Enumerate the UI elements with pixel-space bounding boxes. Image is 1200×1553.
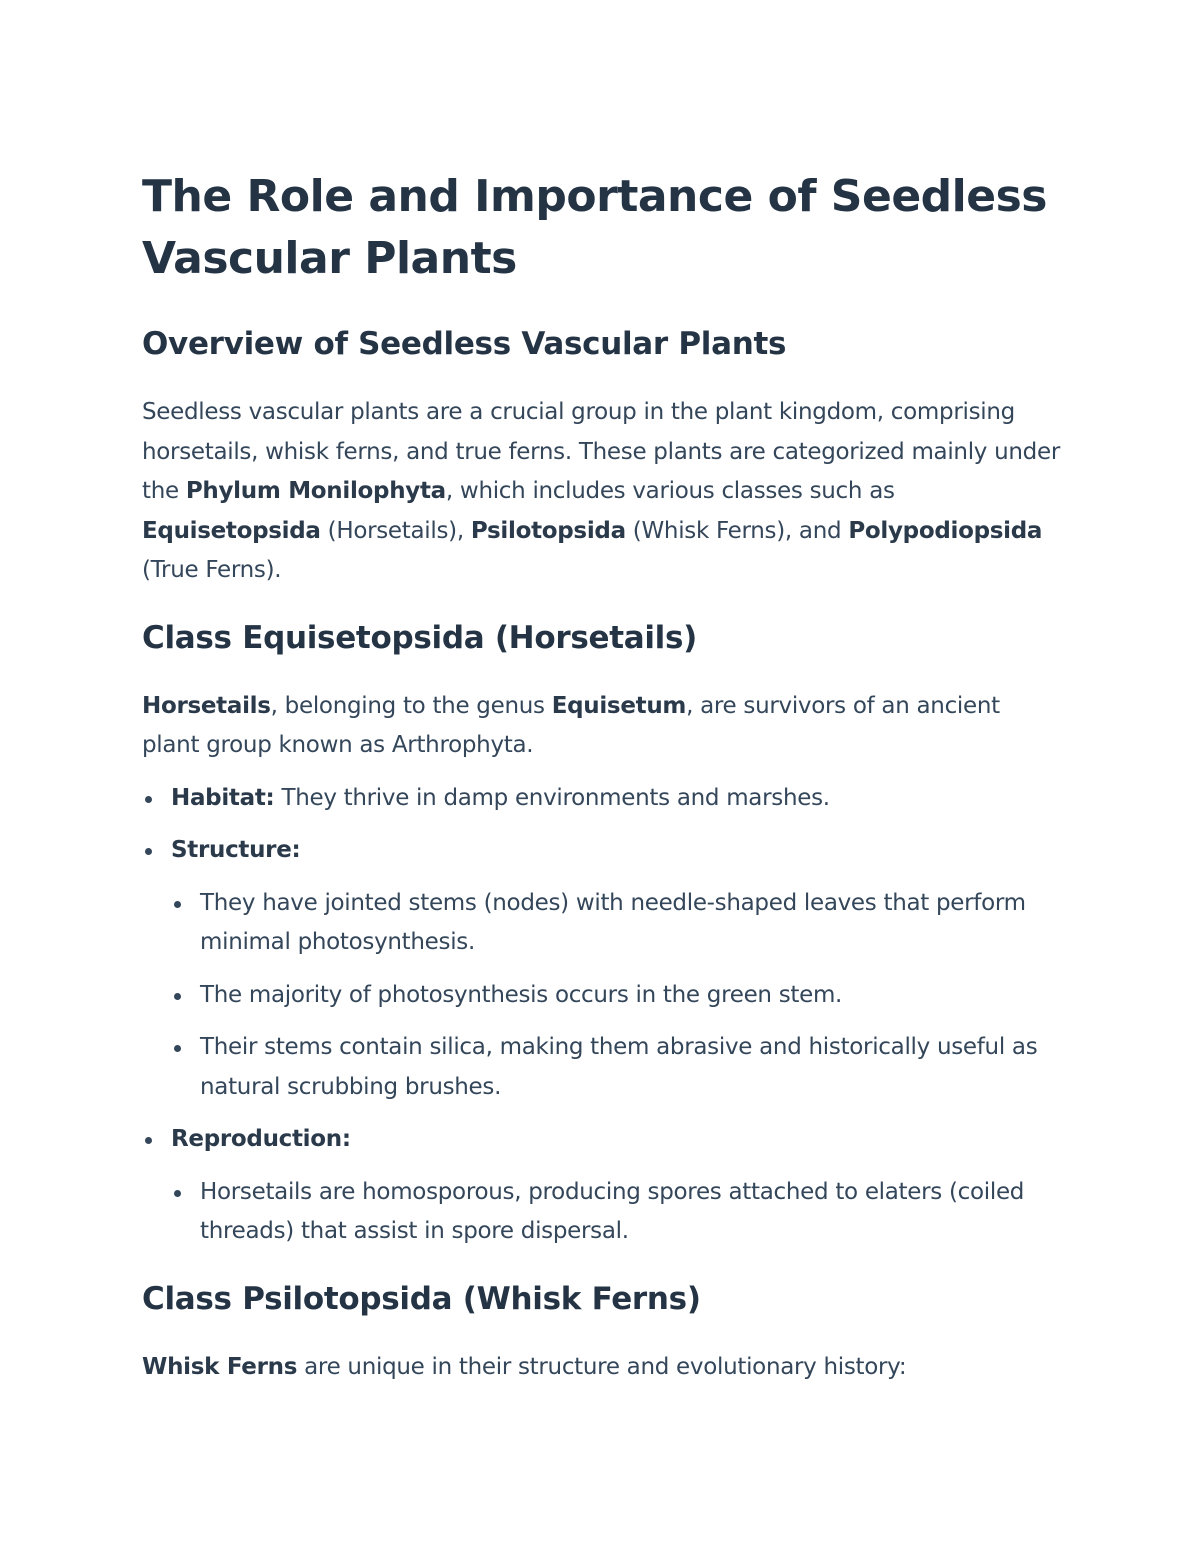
overview-text-4: (Whisk Ferns), and [625,517,849,544]
horsetail-facts-list [142,779,1062,1252]
equisetopsida-heading: Class Equisetopsida (Horsetails) [142,619,697,656]
structure-item: The majority of photosynthesis occurs in the green stem. [142,976,1062,1016]
psilotopsida-term: Psilotopsida [470,517,626,544]
structure-label: Structure: [171,837,301,863]
intro-text-2: , are survivors of an ancient plant group known as Arthrophyta. [142,692,1000,758]
overview-text-1: Seedless vascular plants are a crucial group in the plant kingdom, comprising horsetails, whisk ferns, and true ferns. These plants are categorized mainly under the [142,399,1060,504]
page-title: The Role and Importance of Seedless Vascular Plants [142,171,1047,284]
document-page [142,166,1062,1387]
horsetails-term: Horsetails [142,692,271,719]
overview-text-3: (Horsetails), [320,517,471,544]
polypodiopsida-term: Polypodiopsida [848,517,1043,544]
overview-text-2: , which includes various classes such as [445,478,895,504]
psilotopsida-intro-text: are unique in their structure and evolutionary history: [297,1353,907,1380]
intro-text-1: , belonging to the genus [270,692,552,719]
overview-paragraph [142,393,1062,591]
equisetum-term: Equisetum [551,692,687,719]
equisetopsida-term: Equisetopsida [142,517,321,544]
list-item-structure [142,831,1062,871]
phylum-term: Phylum Monilophyta [185,478,446,504]
overview-text-5: (True Ferns). [142,557,282,583]
habitat-label: Habitat: [171,784,275,811]
structure-item: Their stems contain silica, making them abrasive and historically useful as natural scrubbing brushes. [142,1028,1062,1107]
habitat-text: They thrive in damp environments and marshes. [274,784,830,811]
reproduction-item: Horsetails are homosporous, producing spores attached to elaters (coiled threads) that assist in spore dispersal. [142,1173,1062,1252]
psilotopsida-heading: Class Psilotopsida (Whisk Ferns) [142,1280,701,1317]
list-item-reproduction [142,1120,1062,1160]
list-item-habitat [142,779,1062,819]
equisetopsida-intro [142,687,1062,766]
whisk-ferns-term: Whisk Ferns [142,1353,298,1380]
structure-item: They have jointed stems (nodes) with needle-shaped leaves that perform minimal photosynthesis. [142,884,1062,963]
reproduction-label: Reproduction: [171,1126,351,1152]
overview-heading: Overview of Seedless Vascular Plants [142,326,787,362]
psilotopsida-intro [142,1348,1062,1388]
